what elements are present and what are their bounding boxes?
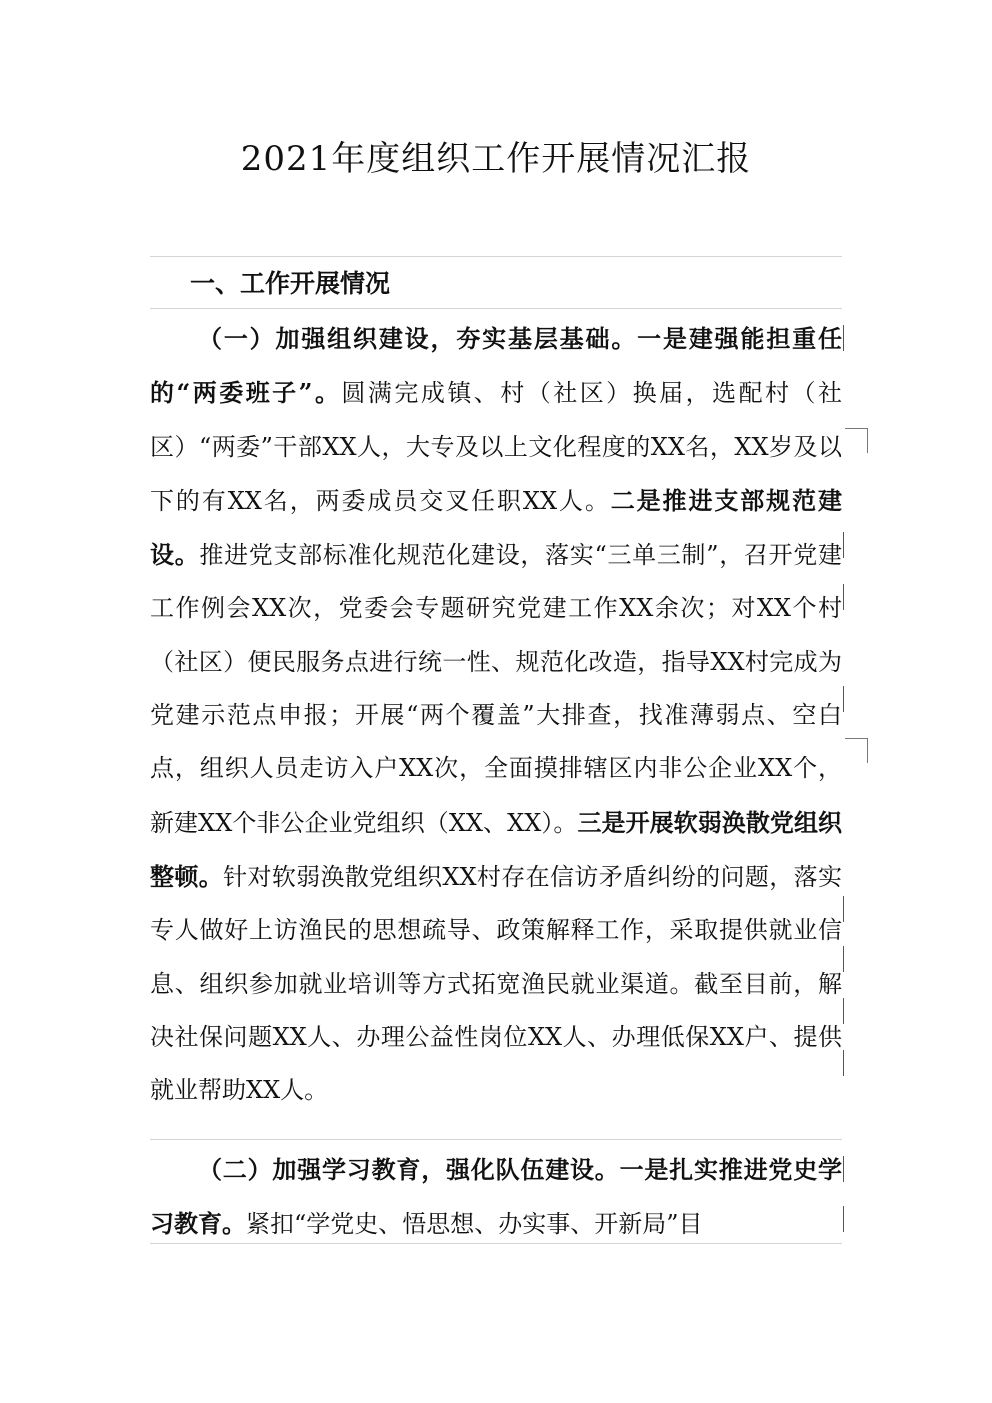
paragraph-study-education <box>150 1143 842 1252</box>
line-end-mark <box>843 325 844 351</box>
paragraph-text: 圆满完成镇、村（社区）换届，选配村（社区）“两委”干部XX人，大专及以上文化程度的XX名，XX岁及以下的有XX名，两委成员交叉任职XX人。 <box>150 379 842 515</box>
paragraph-lead: （二）加强学习教育，强化队伍建设。一是扎实推进党史学习教育。 <box>150 1155 842 1239</box>
line-end-mark <box>843 998 844 1024</box>
paragraph-organization-building <box>150 312 842 1117</box>
paragraph-lead: （一）加强组织建设，夯实基层基础。一是建强能担重任的“两委班子”。 <box>150 324 842 408</box>
line-end-mark <box>843 1206 844 1232</box>
line-end-mark <box>843 532 844 558</box>
line-end-mark <box>843 686 844 712</box>
section-divider <box>150 308 842 309</box>
line-end-mark <box>843 584 844 610</box>
section-divider <box>150 1139 842 1140</box>
overflow-mark <box>845 738 868 763</box>
paragraph-text: 紧扣“学党史、悟思想、办实事、开新局”目 <box>246 1210 703 1239</box>
paragraph-text: 推进党支部标准化规范化建设，落实“三单三制”，召开党建工作例会XX次，党委会专题研究党建工作XX余次；对XX个村（社区）便民服务点进行统一性、规范化改造，指导XX村完成为党建示范点申报；开展“两个覆盖”大排查，找准薄弱点、空白点，组织人员走访入户XX次，全面摸排辖区内非公企业XX个，新建XX个非公企业党组织（XX、XX）。 <box>150 541 842 837</box>
document-title: 2021年度组织工作开展情况汇报 <box>240 139 752 179</box>
line-end-mark <box>843 1050 844 1076</box>
line-end-mark <box>843 896 844 922</box>
section-divider <box>150 1243 842 1244</box>
section-heading: 一、工作开展情况 <box>190 269 391 298</box>
paragraph-subheading: 二是推进支部规范建设。 <box>150 485 842 570</box>
section-divider <box>150 256 842 257</box>
paragraph-subheading: 三是开展软弱涣散党组织整顿。 <box>150 807 843 891</box>
overflow-mark <box>845 428 868 453</box>
line-end-mark <box>843 946 844 972</box>
line-end-mark <box>843 1156 844 1182</box>
paragraph-text: 针对软弱涣散党组织XX村存在信访矛盾纠纷的问题，落实专人做好上访渔民的思想疏导、政策解释工作，采取提供就业信息、组织参加就业培训等方式拓宽渔民就业渠道。截至目前，解决社保问题XX人、办理公益性岗位XX人、办理低保XX户、提供就业帮助XX人。 <box>150 862 842 1105</box>
